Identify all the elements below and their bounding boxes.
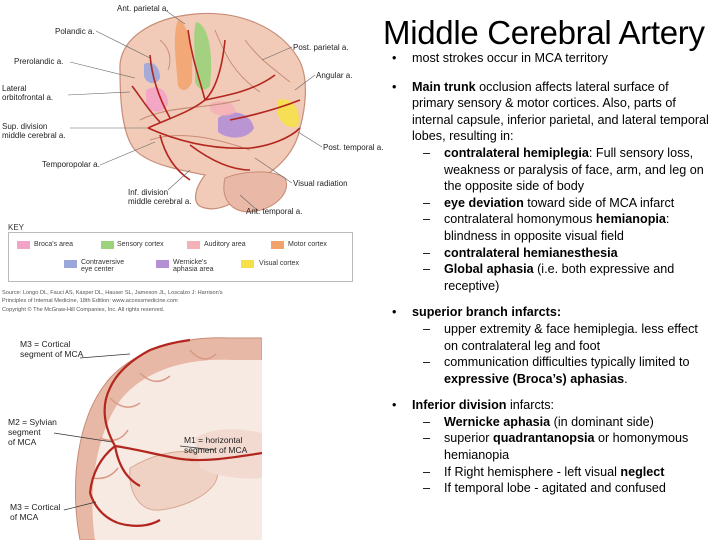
sub-bullet-marker: – — [423, 262, 431, 277]
key-swatch-motor — [271, 241, 284, 249]
text-run: : blindness in opposite visual field — [444, 212, 670, 243]
bullet-marker: • — [392, 305, 397, 320]
text-run: : Full sensory loss, weakness or paralysis of face, arm, and leg on the opposite side of body — [444, 145, 704, 194]
bullet-item — [392, 50, 714, 67]
slide-title: Middle Cerebral Artery — [383, 14, 705, 51]
text-run: Inferior division — [412, 398, 507, 413]
label-visual-radiation: Visual radiation — [293, 179, 348, 188]
text-run: upper extremity & face hemiplegia. less effect on contralateral leg and foot — [444, 321, 698, 353]
sub-bullet-marker: – — [423, 245, 431, 260]
bullet-item — [392, 397, 714, 414]
text-run: If Right hemisphere - left visual — [444, 464, 621, 479]
text-run: Global aphasia — [444, 262, 534, 277]
key-label-sensory: Sensory cortex — [117, 241, 164, 248]
sub-bullet-item — [392, 321, 714, 354]
label-temporopolar: Temporopolar a. — [42, 160, 100, 169]
sub-bullet-marker: – — [423, 414, 431, 429]
text-run: neglect — [620, 464, 665, 479]
key-swatch-visual — [241, 260, 254, 268]
label-m1: M1 = horizontal segment of MCA — [184, 435, 248, 455]
key-label-wernicke: Wernicke's aphasia area — [173, 259, 214, 274]
key-swatch-wernicke — [156, 260, 169, 268]
label-lateral-orbitofrontal: Lateral orbitofrontal a. — [2, 84, 54, 103]
label-post-parietal: Post. parietal a. — [293, 43, 349, 52]
source-line-2: Principles of Internal Medicine, 18th Edition: www.accessmedicine.com — [2, 298, 178, 304]
text-run: infarcts: — [506, 398, 555, 413]
bullet-item — [392, 79, 714, 145]
bullet-marker: • — [392, 79, 397, 94]
sub-bullet-marker: – — [423, 481, 431, 496]
sub-bullet-item — [392, 480, 714, 497]
sub-bullet-marker: – — [423, 195, 431, 210]
label-m2: M2 = Sylvian segment of MCA — [8, 417, 57, 447]
text-run: contralateral homonymous — [444, 212, 596, 227]
text-run: (in dominant side) — [550, 414, 654, 429]
key-swatch-eye-center — [64, 260, 77, 268]
text-run: If temporal lobe - agitated and confused — [444, 481, 666, 496]
key-label-visual: Visual cortex — [259, 260, 299, 267]
label-polandic: Polandic a. — [55, 27, 95, 36]
label-sup-division: Sup. division middle cerebral a. — [2, 122, 66, 141]
sub-bullet-marker: – — [423, 145, 431, 160]
text-run: expressive (Broca’s) aphasias — [444, 371, 625, 386]
key-label-brocas: Broca's area — [34, 241, 74, 248]
text-run: most strokes occur in MCA territory — [412, 51, 608, 65]
text-run: (i.e. both expressive and receptive) — [444, 262, 675, 293]
text-run: . — [624, 371, 628, 386]
sub-bullet-marker: – — [423, 431, 431, 446]
sub-bullet-item — [392, 145, 714, 195]
bullet-item — [392, 304, 714, 321]
coronal-figure — [0, 318, 262, 540]
label-inf-division: Inf. division middle cerebral a. — [128, 188, 192, 207]
key-title: KEY — [8, 223, 25, 232]
text-run: Wernicke aphasia — [444, 414, 551, 429]
sub-bullet-item — [392, 245, 714, 262]
label-m3-bottom: M3 = Cortical of MCA — [10, 502, 61, 522]
label-post-temporal: Post. temporal a. — [323, 143, 384, 152]
key-legend — [8, 232, 353, 282]
key-label-motor: Motor cortex — [288, 241, 327, 248]
sub-bullet-item — [392, 414, 714, 431]
sub-bullet-item — [392, 430, 714, 463]
sub-bullet-item — [392, 195, 714, 212]
text-run: contralateral hemiplegia — [444, 145, 589, 160]
key-swatch-sensory — [101, 241, 114, 249]
text-run: contralateral hemianesthesia — [444, 245, 618, 260]
label-prerolandic: Prerolandic a. — [14, 57, 64, 66]
sub-bullet-item — [392, 464, 714, 481]
bullet-list — [392, 50, 714, 497]
sub-bullet-marker: – — [423, 212, 431, 227]
text-run: communication difficulties typically limited to — [444, 355, 690, 370]
key-label-eye-center: Contraversive eye center — [81, 259, 125, 274]
source-line-3: Copyright © The McGraw-Hill Companies, Inc. All rights reserved. — [2, 307, 165, 313]
sub-bullet-item — [392, 261, 714, 294]
sub-bullet-marker: – — [423, 321, 431, 336]
key-swatch-brocas — [17, 241, 30, 249]
sub-bullet-marker: – — [423, 464, 431, 479]
sub-bullet-item — [392, 354, 714, 387]
source-line-1: Source: Longo DL, Fauci AS, Kasper DL, Hauser SL, Jameson JL, Loscalzo J: Harrison's — [2, 290, 223, 296]
lateral-brain-figure — [0, 0, 385, 230]
text-run: toward side of MCA infarct — [523, 195, 675, 210]
text-run: or homonymous hemianopia — [444, 431, 689, 463]
text-run: Main trunk — [412, 79, 476, 94]
text-run: occlusion affects lateral surface of primary sensory & motor cortices. Also, parts of internal capsule, inferior parietal, and lateral temporal lobes, resulting in: — [412, 79, 709, 144]
sub-bullet-item — [392, 211, 714, 244]
key-swatch-auditory — [187, 241, 200, 249]
text-run: quadrantanopsia — [493, 431, 595, 446]
text-run: superior branch infarcts: — [412, 305, 562, 320]
text-run: hemianopia — [595, 212, 666, 227]
text-run: eye deviation — [444, 195, 524, 210]
text-run: superior — [444, 431, 493, 446]
label-angular: Angular a. — [316, 71, 353, 80]
sub-bullet-marker: – — [423, 355, 431, 370]
label-ant-parietal: Ant. parietal a. — [117, 4, 169, 13]
bullet-marker: • — [392, 51, 397, 65]
label-ant-temporal: Ant. temporal a. — [246, 207, 303, 216]
label-m3-top: M3 = Cortical segment of MCA — [20, 339, 84, 359]
key-label-auditory: Auditory area — [204, 241, 246, 248]
bullet-marker: • — [392, 398, 397, 413]
